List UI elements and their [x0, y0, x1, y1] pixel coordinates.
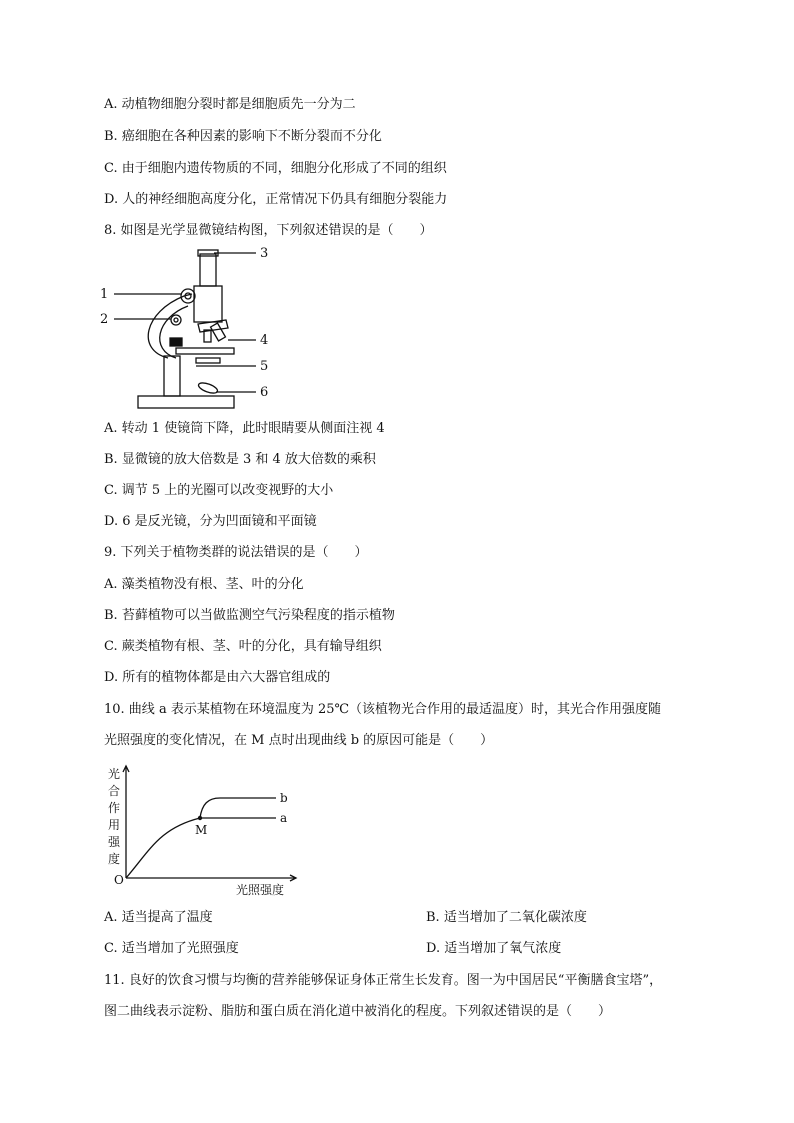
q9-option-d: D. 所有的植物体都是由六大器官组成的: [104, 670, 331, 685]
label-5: 5: [260, 359, 269, 374]
label-4: 4: [260, 333, 269, 348]
ylabel-char: 作: [108, 801, 121, 815]
q8-option-d: D. 6 是反光镜，分为凹面镜和平面镜: [104, 514, 317, 529]
q9-option-c: C. 蕨类植物有根、茎、叶的分化，具有输导组织: [104, 639, 382, 654]
photosynthesis-graph: [100, 760, 310, 900]
ylabel-char: 强: [108, 835, 121, 849]
label-a: a: [280, 811, 288, 825]
q10-option-b: B. 适当增加了二氧化碳浓度: [426, 910, 587, 925]
q11-stem-line1: 11. 良好的饮食习惯与均衡的营养能够保证身体正常生长发育。图一为中国居民“平衡膳食宝塔”，: [104, 973, 663, 988]
q11-stem-line2: 图二曲线表示淀粉、脂肪和蛋白质在消化道中被消化的程度。下列叙述错误的是（ ）: [104, 1004, 612, 1019]
q10-stem-line2: 光照强度的变化情况，在 M 点时出现曲线 b 的原因可能是（ ）: [104, 733, 494, 748]
label-3: 3: [260, 246, 269, 261]
q10-option-a: A. 适当提高了温度: [104, 910, 213, 925]
ylabel-char: 用: [108, 818, 121, 832]
q8-stem: 8. 如图是光学显微镜结构图，下列叙述错误的是（ ）: [104, 223, 433, 238]
q10-stem-line1: 10. 曲线 a 表示某植物在环境温度为 25℃（该植物光合作用的最适温度）时，其光合作用强度随: [104, 702, 662, 717]
ylabel-char: 合: [108, 784, 121, 798]
label-6: 6: [260, 385, 269, 400]
q10-option-c: C. 适当增加了光照强度: [104, 941, 239, 956]
q7-option-a: A. 动植物细胞分裂时都是细胞质先一分为二: [104, 97, 356, 112]
q9-option-a: A. 藻类植物没有根、茎、叶的分化: [104, 577, 304, 592]
x-axis-label: 光照强度: [236, 883, 285, 897]
label-b: b: [280, 791, 288, 805]
microscope-figure: [96, 240, 286, 416]
q10-option-d: D. 适当增加了氧气浓度: [426, 941, 562, 956]
label-1: 1: [100, 287, 109, 302]
q9-stem: 9. 下列关于植物类群的说法错误的是（ ）: [104, 545, 368, 560]
q9-option-b: B. 苔藓植物可以当做监测空气污染程度的指示植物: [104, 608, 395, 623]
label-2: 2: [100, 312, 109, 327]
ylabel-char: 度: [108, 852, 121, 866]
q7-option-b: B. 癌细胞在各种因素的影响下不断分裂而不分化: [104, 129, 382, 144]
q7-option-c: C. 由于细胞内遗传物质的不同，细胞分化形成了不同的组织: [104, 161, 447, 176]
ylabel-char: 光: [108, 767, 121, 781]
q8-option-c: C. 调节 5 上的光圈可以改变视野的大小: [104, 483, 334, 498]
point-m: [198, 816, 202, 820]
label-m: M: [195, 823, 208, 837]
origin-label: O: [114, 873, 124, 887]
q7-option-d: D. 人的神经细胞高度分化，正常情况下仍具有细胞分裂能力: [104, 192, 448, 207]
curve-b: [200, 798, 276, 818]
q8-option-a: A. 转动 1 使镜筒下降，此时眼睛要从侧面注视 4: [104, 421, 385, 436]
q8-option-b: B. 显微镜的放大倍数是 3 和 4 放大倍数的乘积: [104, 452, 376, 467]
